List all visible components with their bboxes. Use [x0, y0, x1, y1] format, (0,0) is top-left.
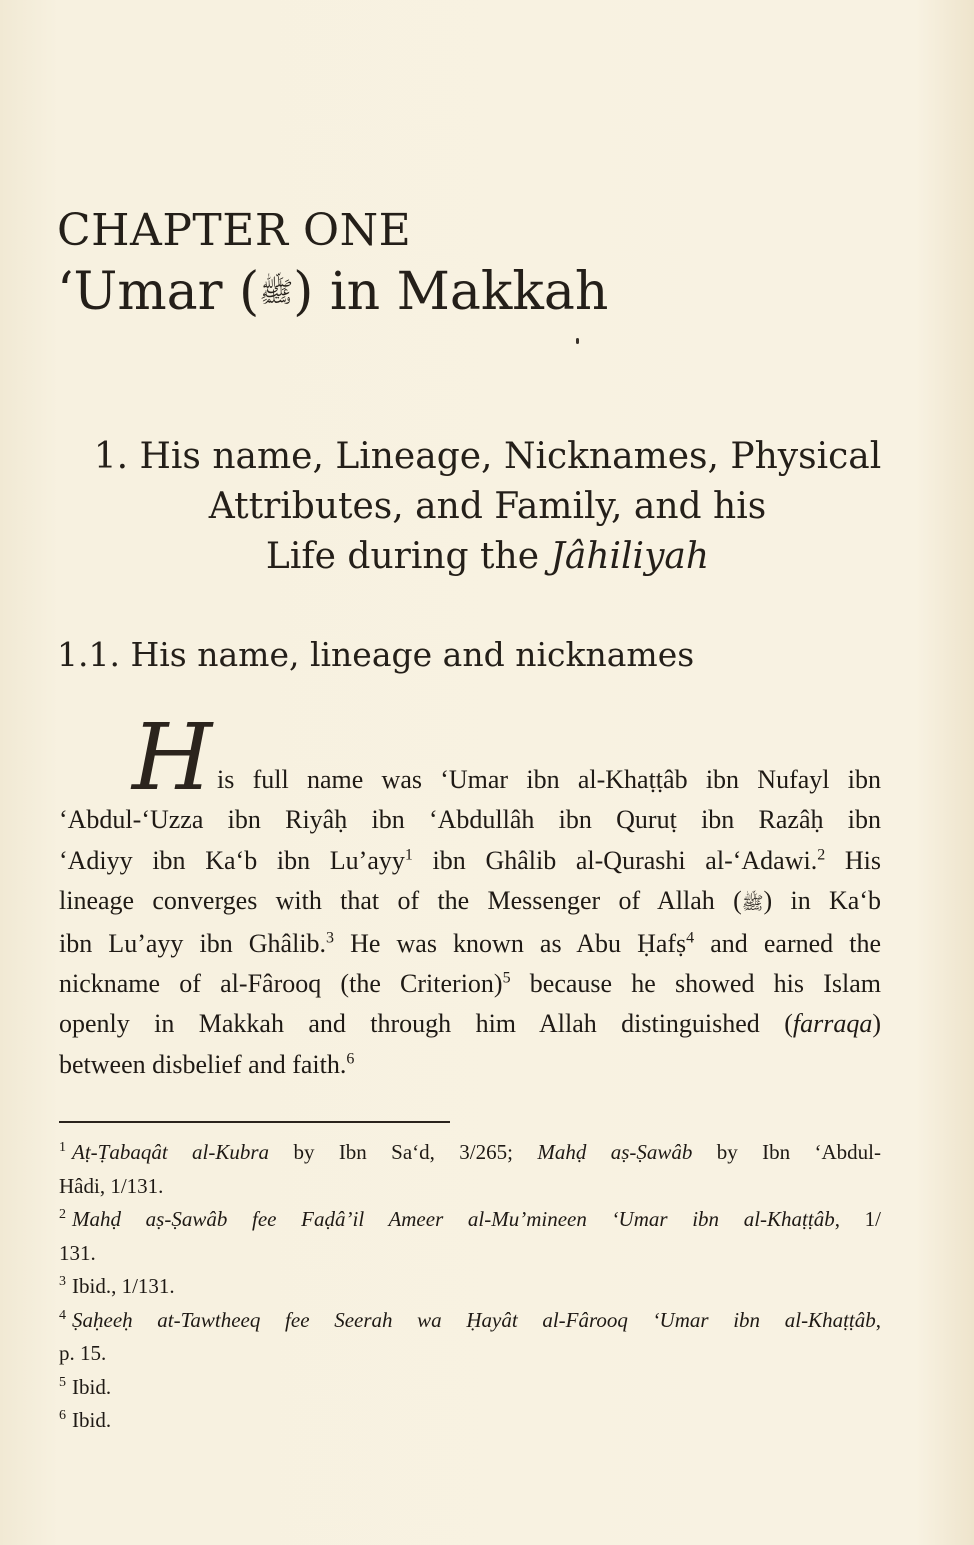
paragraph-line-3 [59, 841, 881, 881]
section-heading-italic-term: Jâhiliyah [550, 536, 710, 577]
paragraph-text: lineage converges with that of the Messenger of Allah ( [59, 886, 742, 916]
footnote-divider [59, 1121, 450, 1123]
honorific-glyph: ﷺ [741, 893, 764, 914]
paragraph-text: He was known as Abu Ḥafṣ [334, 928, 687, 958]
paragraph-line-6 [59, 964, 881, 1004]
footnote-number: 5 [59, 1374, 66, 1390]
chapter-title-start: ‘Umar ( [57, 262, 260, 322]
footnote-ref-2: 2 [817, 846, 826, 864]
section-heading-line-2: Attributes, and Family, and his [208, 486, 767, 527]
footnote-5 [59, 1371, 881, 1405]
footnote-ref-5: 5 [502, 969, 511, 987]
section-heading-line-3 [60, 532, 915, 582]
paragraph-text: openly in Makkah and through him Allah distinguished ( [59, 1009, 793, 1039]
footnote-title: Aṭ-Ṭabaqât al-Kubra [72, 1140, 270, 1164]
footnote-4-line-2: p. 15. [59, 1341, 107, 1365]
paragraph-text: and earned the [694, 928, 881, 958]
paragraph-line-2: ‘Abdul-‘Uzza ibn Riyâḥ ibn ‘Abdullâh ibn Quruṭ ibn Razâḥ ibn [59, 805, 881, 835]
footnote-6-line-1 [59, 1404, 881, 1438]
paragraph-text: nickname of al-Fârooq (the Criterion) [59, 969, 503, 999]
footnote-number: 1 [59, 1140, 66, 1155]
footnote-text: Ibid., 1/131. [72, 1274, 175, 1298]
footnote-4-line-1 [59, 1304, 881, 1338]
footnote-1-line-1 [59, 1136, 881, 1170]
footnote-ref-3: 3 [326, 928, 335, 946]
footnote-text: , 1/ [834, 1207, 881, 1231]
footnote-text: by Ibn Sa‘d, 3/265; [269, 1140, 538, 1164]
drop-cap: H [132, 704, 213, 811]
footnote-number: 6 [59, 1408, 66, 1423]
honorific-glyph: ﷺ [259, 275, 294, 309]
footnote-number: 2 [59, 1207, 66, 1222]
chapter-label: CHAPTER ONE [57, 205, 412, 256]
paragraph-line-7 [59, 1004, 881, 1044]
footnote-5-line-1 [59, 1371, 881, 1405]
paragraph-line-5 [59, 924, 881, 964]
paragraph-text: between disbelief and faith. [59, 1049, 347, 1079]
footnote-title: Mahḍ aṣ-Ṣawâb [537, 1140, 693, 1164]
paragraph-text: because he showed his Islam [510, 969, 881, 999]
paragraph-text: ‘Adiyy ibn Ka‘b ibn Lu’ayy [59, 845, 405, 875]
footnote-3-line-1 [59, 1270, 881, 1304]
paragraph-line-8 [59, 1045, 881, 1085]
subsection-heading: 1.1. His name, lineage and nicknames [57, 635, 695, 674]
footnote-title: Ṣaḥeeḥ at-Tawtheeq fee Seerah wa Ḥayât al-Fârooq ‘Umar ibn al-Khaṭṭâb [72, 1307, 876, 1332]
footnote-1 [59, 1136, 881, 1203]
footnote-3 [59, 1270, 881, 1304]
footnote-number: 4 [59, 1307, 66, 1323]
footnote-2-line-2: 131. [59, 1240, 96, 1265]
paragraph-text: ibn Lu’ayy ibn Ghâlib. [59, 928, 327, 958]
italic-term: farraqa [792, 1009, 873, 1039]
section-heading-line-1: 1. His name, Lineage, Nicknames, Physical [93, 436, 882, 477]
footnote-text: , [875, 1307, 881, 1332]
footnote-ref-6: 6 [346, 1050, 355, 1068]
chapter-title-end: ) in Makkah [293, 262, 609, 322]
footnote-2-line-1 [59, 1203, 881, 1237]
paragraph-line-1: is full name was ‘Umar ibn al-Khaṭṭâb ibn Nufayl ibn [217, 765, 881, 794]
footnote-text: by Ibn ‘Abdul- [692, 1140, 881, 1164]
footnote-text: Ibid. [72, 1374, 112, 1399]
paragraph-text: ibn Ghâlib al-Qurashi al-‘Adawi. [412, 845, 818, 875]
paragraph-text: ) in Ka‘b [763, 886, 882, 916]
paragraph-line-4 [59, 881, 881, 923]
footnote-1-line-2: Hâdi, 1/131. [59, 1173, 164, 1198]
print-speck [576, 338, 579, 344]
body-paragraph [59, 760, 881, 1085]
section-heading-line-3-text: Life during the [265, 536, 551, 577]
paragraph-text: ) [872, 1009, 881, 1039]
footnote-text: Ibid. [72, 1408, 112, 1432]
footnote-6 [59, 1404, 881, 1438]
footnote-4 [59, 1304, 881, 1371]
footnote-title: Mahḍ aṣ-Ṣawâb fee Faḍâ’il Ameer al-Mu’mineen ‘Umar ibn al-Khaṭṭâb [72, 1207, 835, 1231]
footnote-2 [59, 1203, 881, 1270]
chapter-title [57, 262, 608, 322]
footnote-number: 3 [59, 1274, 66, 1289]
paragraph-text: His [825, 845, 881, 875]
footnote-ref-1: 1 [404, 846, 413, 864]
footnote-ref-4: 4 [686, 928, 695, 946]
footnotes [59, 1136, 881, 1438]
section-heading [60, 432, 915, 582]
